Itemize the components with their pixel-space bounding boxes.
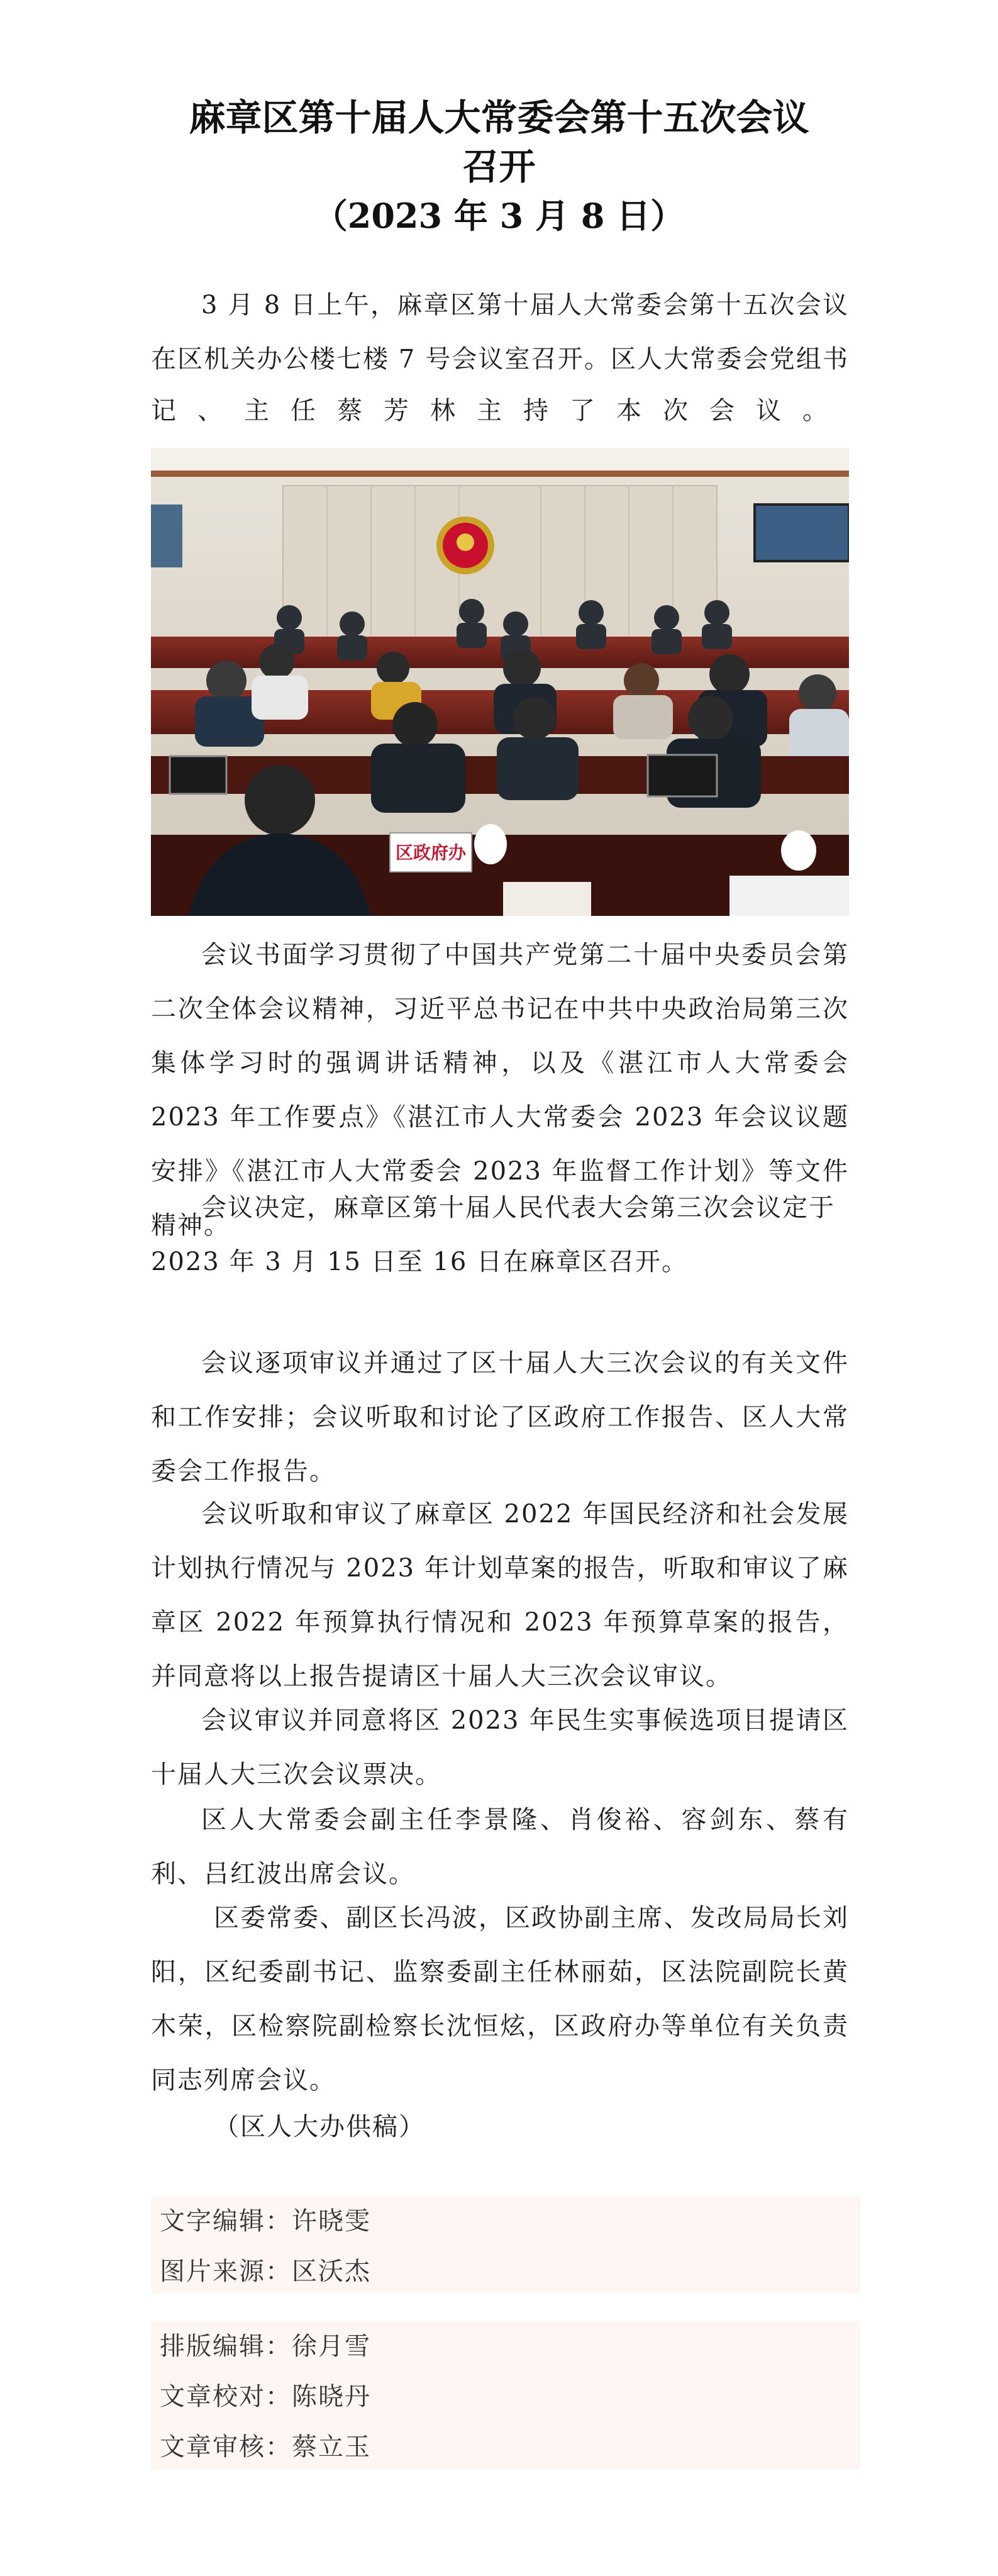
article-date: （2023 年 3 月 8 日）: [313, 196, 685, 236]
credit-reviewer: 文章审核：蔡立玉: [160, 2433, 371, 2462]
credit-layout-editor: 排版编辑：徐月雪: [160, 2332, 371, 2361]
meeting-photo-illustration: [151, 448, 849, 916]
intro-line-1: 3 月 8 日上午，麻章区第十届人大常委会第十五次会议: [201, 291, 849, 320]
credits-box-editing: [151, 2196, 860, 2293]
credits-box-review: [151, 2321, 860, 2470]
article-source: （区人大办供稿）: [214, 2112, 425, 2141]
article-title-line-1: 麻章区第十届人大常委会第十五次会议: [189, 96, 809, 139]
article-title-line-2: 召开: [462, 145, 536, 188]
meeting-photo: [151, 448, 849, 916]
paragraph-study: 会议书面学习贯彻了中国共产党第二十届中央委员会第二次全体会议精神，习近平总书记在中共中央政治局第三次集体学习时的强调讲话精神，以及《湛江市人大常委会 2023 年工作要点》《湛江市人大常委会 2023 年会议议题安排》《湛江市人大常委会 2023 年监督工作计划》等文件精神。: [151, 940, 849, 1240]
paragraph-observers: 区委常委、副区长冯波，区政协副主席、发改局局长刘阳，区纪委副书记、监察委副主任林丽茹，区法院副院长黄木荣，区检察院副检察长沈恒炫，区政府办等单位有关负责同志列席会议。: [151, 1904, 849, 2095]
paragraph-review-documents: 会议逐项审议并通过了区十届人大三次会议的有关文件和工作安排；会议听取和讨论了区政府工作报告、区人大常委会工作报告。: [151, 1349, 849, 1486]
intro-line-2: 在区机关办公楼七楼 7 号会议室召开。区人大常委会党组书: [151, 345, 849, 374]
paragraph-decision: 会议决定，麻章区第十届人民代表大会第三次会议定于 2023 年 3 月 15 日至 16 日在麻章区召开。: [151, 1193, 835, 1276]
paragraph-attendees: 区人大常委会副主任李景隆、肖俊裕、容剑东、蔡有利、吕红波出席会议。: [151, 1805, 849, 1888]
credit-text-editor: 文字编辑：许晓雯: [160, 2207, 371, 2236]
credit-photo-source: 图片来源：区沃杰: [160, 2257, 371, 2286]
paragraph-livelihood-projects: 会议审议并同意将区 2023 年民生实事候选项目提请区十届人大三次会议票决。: [151, 1706, 849, 1789]
intro-line-3: 记、主任蔡芳林主持了本次会议。: [151, 396, 849, 425]
paragraph-plan-budget: 会议听取和审议了麻章区 2022 年国民经济和社会发展计划执行情况与 2023 年计划草案的报告，听取和审议了麻章区 2022 年预算执行情况和 2023 年预算草案的报告，并同意将以上报告提请区十届人大三次会议审议。: [151, 1500, 849, 1691]
table-sign-text: 区政府办: [395, 842, 467, 863]
credit-proofreader: 文章校对：陈晓丹: [160, 2382, 371, 2411]
